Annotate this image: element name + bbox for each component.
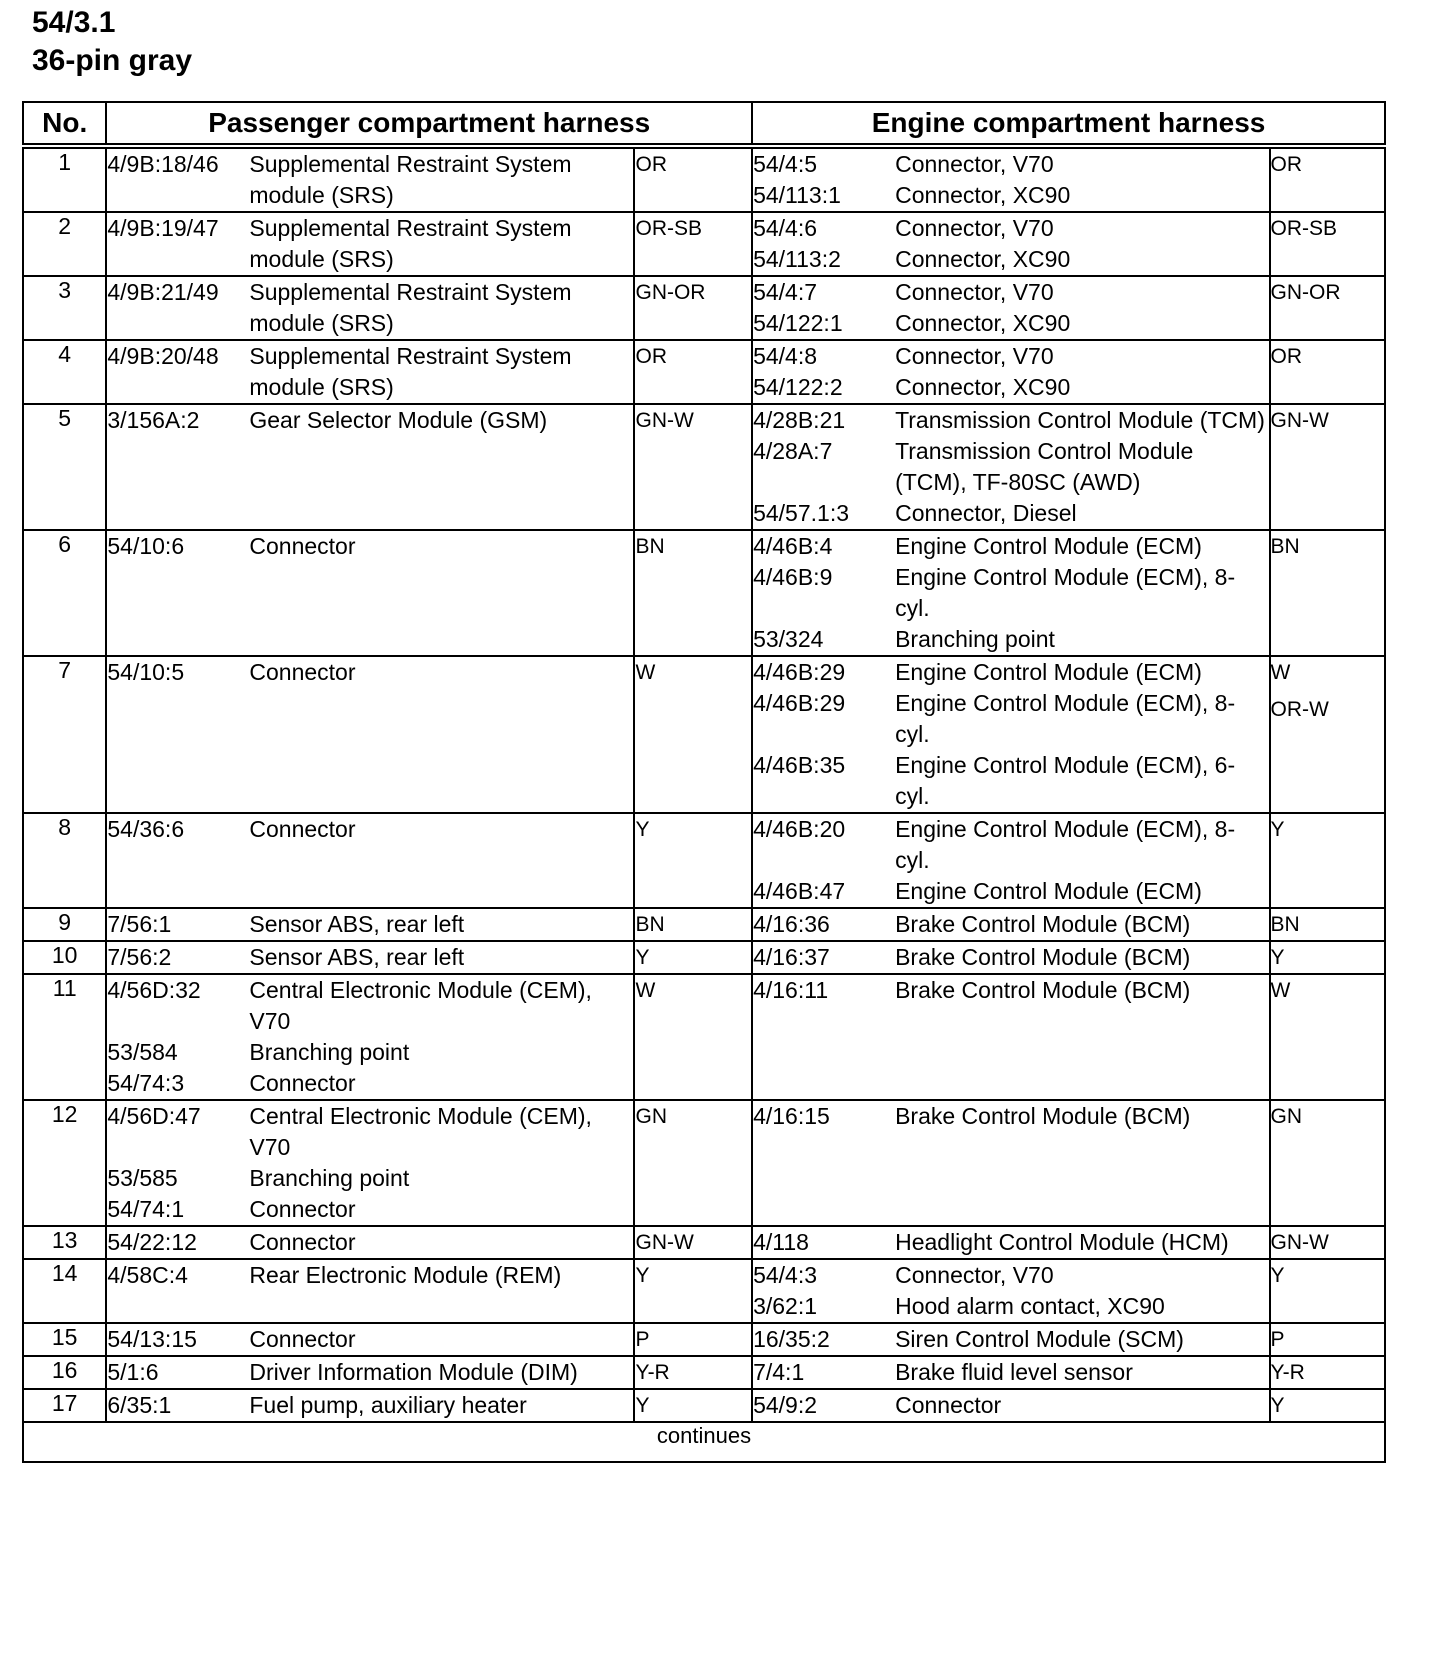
engine-ref: 16/35:2	[753, 1326, 830, 1352]
engine-description: Connector, XC90	[895, 374, 1071, 400]
pin-number: 8	[23, 813, 106, 908]
passenger-entry	[107, 1227, 633, 1258]
passenger-entry	[107, 341, 633, 403]
engine-ref: 54/4:5	[753, 151, 818, 177]
passenger-wire-color: BN	[635, 913, 665, 936]
engine-ref: 54/113:1	[753, 182, 841, 208]
pin-number: 17	[23, 1389, 106, 1422]
passenger-cell	[106, 941, 634, 974]
engine-ref: 54/113:2	[753, 246, 841, 272]
passenger-wire-color: OR-SB	[635, 217, 702, 240]
passenger-wire-color-cell	[634, 1226, 752, 1259]
engine-wire-color: Y	[1270, 946, 1285, 969]
passenger-cell	[106, 1389, 634, 1422]
engine-wire-color-cell	[1270, 1389, 1386, 1422]
passenger-wire-color-cell	[634, 1100, 752, 1226]
engine-description: Siren Control Module (SCM)	[895, 1326, 1184, 1352]
passenger-description: Sensor ABS, rear left	[249, 911, 465, 937]
engine-wire-color: OR-SB	[1270, 217, 1338, 240]
passenger-description: Central Electronic Module (CEM), V70	[249, 1103, 592, 1160]
passenger-wire-color: W	[635, 661, 656, 684]
engine-description: Brake Control Module (BCM)	[895, 911, 1191, 937]
pin-number: 4	[23, 340, 106, 404]
engine-cell	[752, 1100, 1269, 1226]
passenger-wire-color-cell	[634, 146, 752, 212]
passenger-wire-color: Y	[635, 1394, 650, 1417]
engine-entry	[753, 531, 1268, 562]
passenger-ref: 54/36:6	[107, 816, 185, 842]
engine-entry	[753, 750, 1268, 812]
engine-ref: 4/46B:20	[753, 816, 846, 842]
table-row	[23, 1356, 1385, 1389]
passenger-entry	[107, 975, 633, 1037]
engine-wire-color-cell	[1270, 941, 1386, 974]
engine-cell	[752, 530, 1269, 656]
passenger-ref: 53/585	[107, 1165, 178, 1191]
engine-entry	[753, 341, 1268, 372]
engine-wire-color-cell	[1270, 276, 1386, 340]
passenger-description: Branching point	[249, 1039, 410, 1065]
engine-entry	[753, 624, 1268, 655]
footer-row	[23, 1422, 1385, 1462]
passenger-description: Supplemental Restraint System module (SRS)	[249, 343, 572, 400]
engine-description: Engine Control Module (ECM)	[895, 533, 1202, 559]
engine-ref: 4/46B:29	[753, 659, 846, 685]
passenger-cell	[106, 813, 634, 908]
engine-entry	[753, 814, 1268, 876]
engine-wire-color-cell	[1270, 340, 1386, 404]
engine-entry	[753, 149, 1268, 180]
engine-entry	[753, 180, 1268, 211]
table-row	[23, 813, 1385, 908]
passenger-description: Gear Selector Module (GSM)	[249, 407, 548, 433]
engine-cell	[752, 1226, 1269, 1259]
engine-description: Connector, XC90	[895, 182, 1071, 208]
engine-ref: 54/4:8	[753, 343, 818, 369]
engine-wire-color: W	[1270, 979, 1291, 1002]
passenger-entry	[107, 657, 633, 688]
passenger-ref: 54/74:3	[107, 1070, 185, 1096]
engine-cell	[752, 404, 1269, 530]
passenger-wire-color-cell	[634, 530, 752, 656]
passenger-entry	[107, 1163, 633, 1194]
engine-entry	[753, 405, 1268, 436]
passenger-cell	[106, 146, 634, 212]
passenger-wire-color-cell	[634, 656, 752, 813]
passenger-description: Rear Electronic Module (REM)	[249, 1262, 562, 1288]
engine-ref: 4/16:36	[753, 911, 830, 937]
engine-cell	[752, 1259, 1269, 1323]
passenger-ref: 54/74:1	[107, 1196, 185, 1222]
engine-cell	[752, 1323, 1269, 1356]
engine-wire-color-cell	[1270, 404, 1386, 530]
pin-number: 2	[23, 212, 106, 276]
passenger-description: Connector	[249, 659, 356, 685]
pin-table-body	[23, 146, 1385, 1422]
engine-description: Transmission Control Module (TCM)	[895, 407, 1265, 433]
passenger-ref: 4/58C:4	[107, 1262, 188, 1288]
engine-wire-color: OR	[1270, 153, 1302, 176]
engine-wire-color: P	[1270, 1328, 1285, 1351]
passenger-entry	[107, 1390, 633, 1421]
engine-description: Brake Control Module (BCM)	[895, 944, 1191, 970]
engine-entry	[753, 876, 1268, 907]
passenger-cell	[106, 1356, 634, 1389]
passenger-wire-color-cell	[634, 1389, 752, 1422]
engine-description: Connector, V70	[895, 279, 1054, 305]
passenger-description: Fuel pump, auxiliary heater	[249, 1392, 527, 1418]
engine-description: Brake Control Module (BCM)	[895, 1103, 1191, 1129]
passenger-entry	[107, 909, 633, 940]
table-row	[23, 1323, 1385, 1356]
passenger-entry	[107, 405, 633, 436]
passenger-description: Central Electronic Module (CEM), V70	[249, 977, 592, 1034]
engine-description: Hood alarm contact, XC90	[895, 1293, 1165, 1319]
passenger-wire-color: P	[635, 1328, 650, 1351]
pin-number: 15	[23, 1323, 106, 1356]
engine-wire-color-cell	[1270, 1226, 1386, 1259]
engine-description: Connector, XC90	[895, 246, 1071, 272]
engine-ref: 4/16:11	[753, 977, 829, 1003]
pin-number: 6	[23, 530, 106, 656]
pin-table	[22, 101, 1386, 1463]
engine-wire-color: Y	[1270, 818, 1285, 841]
engine-wire-color-cell	[1270, 1356, 1386, 1389]
passenger-wire-color-cell	[634, 404, 752, 530]
passenger-description: Connector	[249, 1326, 356, 1352]
engine-description: Connector, XC90	[895, 310, 1071, 336]
engine-entry	[753, 1227, 1268, 1258]
engine-wire-color: Y	[1270, 1394, 1285, 1417]
passenger-entry	[107, 149, 633, 211]
connector-code: 54/3.1	[32, 6, 116, 39]
engine-entry	[753, 909, 1268, 940]
passenger-entry	[107, 1037, 633, 1068]
passenger-description: Supplemental Restraint System module (SRS)	[249, 215, 572, 272]
engine-ref: 4/16:15	[753, 1103, 830, 1129]
passenger-wire-color-cell	[634, 974, 752, 1100]
engine-ref: 54/57.1:3	[753, 500, 849, 526]
engine-cell	[752, 276, 1269, 340]
engine-cell	[752, 1389, 1269, 1422]
engine-wire-color-cell	[1270, 212, 1386, 276]
engine-wire-color: BN	[1270, 913, 1300, 936]
engine-wire-color: Y	[1270, 1264, 1285, 1287]
engine-wire-color: GN-W	[1270, 1231, 1329, 1254]
passenger-ref: 4/56D:32	[107, 977, 201, 1003]
engine-ref: 4/46B:9	[753, 564, 833, 590]
passenger-wire-color-cell	[634, 276, 752, 340]
engine-ref: 4/28B:21	[753, 407, 846, 433]
pin-number: 13	[23, 1226, 106, 1259]
passenger-ref: 7/56:2	[107, 944, 172, 970]
pin-number: 16	[23, 1356, 106, 1389]
passenger-entry	[107, 1194, 633, 1225]
passenger-wire-color: Y-R	[635, 1361, 670, 1384]
table-row	[23, 974, 1385, 1100]
engine-wire-color: BN	[1270, 535, 1300, 558]
pin-number: 3	[23, 276, 106, 340]
engine-entry	[753, 942, 1268, 973]
passenger-wire-color-cell	[634, 908, 752, 941]
engine-ref: 7/4:1	[753, 1359, 805, 1385]
passenger-description: Supplemental Restraint System module (SRS)	[249, 279, 572, 336]
engine-cell	[752, 941, 1269, 974]
engine-ref: 4/118	[753, 1229, 809, 1255]
engine-description: Engine Control Module (ECM), 8-cyl.	[895, 564, 1236, 621]
engine-entry	[753, 1390, 1268, 1421]
passenger-wire-color: GN-W	[635, 409, 694, 432]
engine-ref: 54/4:6	[753, 215, 818, 241]
engine-cell	[752, 146, 1269, 212]
engine-description: Engine Control Module (ECM), 8-cyl.	[895, 816, 1236, 873]
column-header-no: No.	[23, 102, 106, 146]
engine-description: Transmission Control Module (TCM), TF-80SC (AWD)	[895, 438, 1194, 495]
table-row	[23, 1100, 1385, 1226]
engine-ref: 4/46B:47	[753, 878, 846, 904]
engine-wire-color-cell	[1270, 1259, 1386, 1323]
engine-wire-color-cell	[1270, 146, 1386, 212]
passenger-wire-color-cell	[634, 941, 752, 974]
passenger-wire-color: GN	[635, 1105, 667, 1128]
engine-ref: 54/4:7	[753, 279, 818, 305]
engine-entry	[753, 277, 1268, 308]
engine-ref: 4/16:37	[753, 944, 830, 970]
continues-note: continues	[23, 1422, 1385, 1462]
passenger-description: Supplemental Restraint System module (SRS)	[249, 151, 572, 208]
passenger-ref: 54/22:12	[107, 1229, 197, 1255]
table-row	[23, 530, 1385, 656]
engine-entry	[753, 1291, 1268, 1322]
engine-description: Engine Control Module (ECM), 8-cyl.	[895, 690, 1236, 747]
table-row	[23, 908, 1385, 941]
passenger-entry	[107, 1101, 633, 1163]
table-row	[23, 656, 1385, 813]
passenger-cell	[106, 908, 634, 941]
pin-number: 7	[23, 656, 106, 813]
passenger-wire-color: Y	[635, 1264, 650, 1287]
passenger-wire-color-cell	[634, 1259, 752, 1323]
engine-ref: 53/324	[753, 626, 824, 652]
passenger-wire-color-cell	[634, 1323, 752, 1356]
passenger-wire-color: OR	[635, 345, 667, 368]
passenger-wire-color-cell	[634, 340, 752, 404]
passenger-wire-color-cell	[634, 813, 752, 908]
pin-number: 12	[23, 1100, 106, 1226]
engine-ref: 3/62:1	[753, 1293, 818, 1319]
engine-description: Connector, V70	[895, 151, 1054, 177]
passenger-entry	[107, 1324, 633, 1355]
pin-number: 9	[23, 908, 106, 941]
engine-description: Brake Control Module (BCM)	[895, 977, 1191, 1003]
passenger-cell	[106, 212, 634, 276]
engine-wire-color-cell	[1270, 813, 1386, 908]
table-row	[23, 146, 1385, 212]
engine-cell	[752, 1356, 1269, 1389]
engine-entry	[753, 372, 1268, 403]
passenger-description: Connector	[249, 1070, 356, 1096]
passenger-entry	[107, 531, 633, 562]
connector-subtitle: 36-pin gray	[32, 44, 193, 77]
table-row	[23, 1259, 1385, 1323]
passenger-cell	[106, 340, 634, 404]
passenger-cell	[106, 1259, 634, 1323]
engine-entry	[753, 975, 1268, 1006]
passenger-entry	[107, 1357, 633, 1388]
pin-number: 1	[23, 146, 106, 212]
passenger-entry	[107, 213, 633, 275]
passenger-cell	[106, 276, 634, 340]
passenger-wire-color: BN	[635, 535, 665, 558]
pin-number: 11	[23, 974, 106, 1100]
passenger-cell	[106, 1100, 634, 1226]
engine-ref: 4/46B:4	[753, 533, 833, 559]
engine-cell	[752, 212, 1269, 276]
engine-cell	[752, 974, 1269, 1100]
engine-description: Connector	[895, 1392, 1002, 1418]
passenger-cell	[106, 1323, 634, 1356]
column-header-passenger: Passenger compartment harness	[106, 102, 752, 146]
engine-entry	[753, 1101, 1268, 1132]
engine-description: Brake fluid level sensor	[895, 1359, 1133, 1385]
engine-entry	[753, 1324, 1268, 1355]
passenger-cell	[106, 404, 634, 530]
passenger-ref: 5/1:6	[107, 1359, 159, 1385]
engine-entry	[753, 562, 1268, 624]
passenger-wire-color: GN-OR	[635, 281, 706, 304]
engine-ref: 54/122:1	[753, 310, 843, 336]
engine-description: Connector, V70	[895, 343, 1054, 369]
table-row	[23, 340, 1385, 404]
passenger-wire-color: OR	[635, 153, 667, 176]
passenger-cell	[106, 1226, 634, 1259]
engine-entry	[753, 244, 1268, 275]
passenger-wire-color: Y	[635, 818, 650, 841]
engine-wire-color-cell	[1270, 974, 1386, 1100]
table-row	[23, 276, 1385, 340]
engine-ref: 4/46B:29	[753, 690, 846, 716]
passenger-description: Connector	[249, 816, 356, 842]
engine-wire-color-cell	[1270, 908, 1386, 941]
engine-ref: 54/9:2	[753, 1392, 818, 1418]
passenger-entry	[107, 942, 633, 973]
engine-wire-color: W	[1270, 661, 1291, 684]
engine-wire-color: OR	[1270, 345, 1302, 368]
passenger-description: Sensor ABS, rear left	[249, 944, 465, 970]
engine-entry	[753, 688, 1268, 750]
engine-cell	[752, 908, 1269, 941]
engine-ref: 54/4:3	[753, 1262, 818, 1288]
passenger-ref: 4/9B:18/46	[107, 151, 219, 177]
pin-number: 10	[23, 941, 106, 974]
engine-description: Engine Control Module (ECM)	[895, 659, 1202, 685]
table-row	[23, 941, 1385, 974]
engine-description: Connector, V70	[895, 215, 1054, 241]
table-row	[23, 1389, 1385, 1422]
table-row	[23, 404, 1385, 530]
passenger-ref: 7/56:1	[107, 911, 172, 937]
passenger-wire-color: W	[635, 979, 656, 1002]
passenger-entry	[107, 814, 633, 845]
engine-wire-color-cell	[1270, 656, 1386, 813]
engine-wire-color-cell	[1270, 1100, 1386, 1226]
passenger-wire-color: GN-W	[635, 1231, 694, 1254]
page-header	[32, 4, 192, 80]
table-header-row	[23, 102, 1385, 146]
passenger-wire-color-cell	[634, 1356, 752, 1389]
passenger-cell	[106, 656, 634, 813]
passenger-wire-color-cell	[634, 212, 752, 276]
passenger-description: Branching point	[249, 1165, 410, 1191]
engine-description: Connector, Diesel	[895, 500, 1077, 526]
engine-cell	[752, 813, 1269, 908]
engine-description: Connector, V70	[895, 1262, 1054, 1288]
passenger-description: Connector	[249, 533, 356, 559]
engine-ref: 54/122:2	[753, 374, 843, 400]
engine-entry	[753, 308, 1268, 339]
passenger-ref: 4/56D:47	[107, 1103, 201, 1129]
engine-ref: 4/46B:35	[753, 752, 846, 778]
engine-entry	[753, 657, 1268, 688]
engine-entry	[753, 1357, 1268, 1388]
engine-description: Engine Control Module (ECM), 6-cyl.	[895, 752, 1236, 809]
column-header-engine: Engine compartment harness	[752, 102, 1385, 146]
passenger-ref: 53/584	[107, 1039, 178, 1065]
passenger-ref: 6/35:1	[107, 1392, 172, 1418]
engine-wire-color: GN-W	[1270, 409, 1329, 432]
engine-wire-color: GN-OR	[1270, 281, 1341, 304]
engine-cell	[752, 340, 1269, 404]
engine-description: Headlight Control Module (HCM)	[895, 1229, 1229, 1255]
engine-entry	[753, 498, 1268, 529]
passenger-ref: 4/9B:20/48	[107, 343, 219, 369]
table-row	[23, 1226, 1385, 1259]
passenger-ref: 4/9B:19/47	[107, 215, 219, 241]
passenger-entry	[107, 1260, 633, 1291]
passenger-wire-color: Y	[635, 946, 650, 969]
engine-wire-color: OR-W	[1270, 698, 1329, 721]
engine-entry	[753, 436, 1268, 498]
passenger-ref: 4/9B:21/49	[107, 279, 219, 305]
passenger-description: Connector	[249, 1196, 356, 1222]
passenger-ref: 54/10:6	[107, 533, 185, 559]
pin-number: 5	[23, 404, 106, 530]
engine-cell	[752, 656, 1269, 813]
passenger-entry	[107, 1068, 633, 1099]
passenger-cell	[106, 974, 634, 1100]
passenger-ref: 54/10:5	[107, 659, 185, 685]
engine-entry	[753, 1260, 1268, 1291]
passenger-ref: 54/13:15	[107, 1326, 197, 1352]
engine-wire-color: GN	[1270, 1105, 1302, 1128]
engine-entry	[753, 213, 1268, 244]
passenger-entry	[107, 277, 633, 339]
passenger-description: Connector	[249, 1229, 356, 1255]
engine-description: Engine Control Module (ECM)	[895, 878, 1202, 904]
passenger-cell	[106, 530, 634, 656]
passenger-ref: 3/156A:2	[107, 407, 200, 433]
passenger-description: Driver Information Module (DIM)	[249, 1359, 578, 1385]
engine-description: Branching point	[895, 626, 1055, 652]
table-row	[23, 212, 1385, 276]
engine-wire-color-cell	[1270, 530, 1386, 656]
engine-wire-color-cell	[1270, 1323, 1386, 1356]
engine-wire-color: Y-R	[1270, 1361, 1305, 1384]
pin-number: 14	[23, 1259, 106, 1323]
engine-ref: 4/28A:7	[753, 438, 833, 464]
